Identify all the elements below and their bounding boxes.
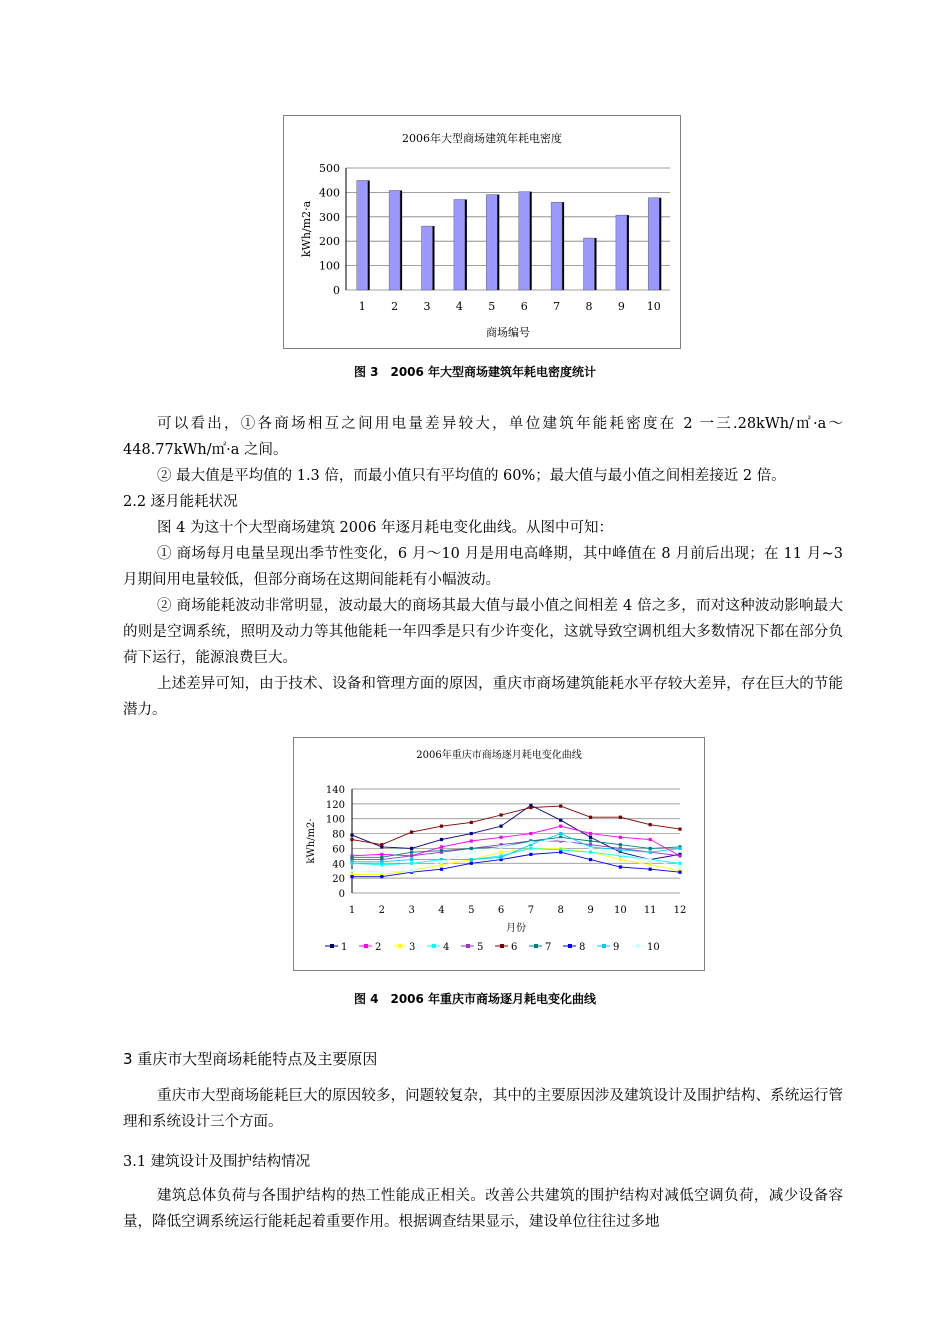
data-point (440, 825, 443, 828)
bar (357, 180, 368, 290)
data-point (470, 847, 473, 850)
x-tick-label: 4 (438, 905, 445, 916)
y-tick-label: 500 (319, 162, 340, 175)
paragraph-6: 上述差异可知，由于技术、设备和管理方面的原因，重庆市商场建筑能耗水平存较大差异，存在巨大的节能潜力。 (123, 676, 843, 718)
x-tick-label: 1 (348, 905, 356, 916)
data-point (559, 851, 562, 854)
data-point (619, 865, 622, 868)
x-tick-label: 1 (358, 300, 366, 313)
subheading-3-1: 3.1 建筑设计及围护结构情况 (123, 1154, 311, 1170)
data-point (589, 816, 592, 819)
data-point (380, 856, 383, 859)
data-point (529, 853, 532, 856)
legend-label: 1 (341, 942, 348, 953)
x-tick-label: 12 (673, 905, 687, 916)
figure3-chart (283, 115, 681, 349)
data-point (649, 868, 652, 871)
data-point (559, 804, 562, 807)
legend-label: 6 (511, 942, 518, 953)
data-point (589, 836, 592, 839)
y-tick-label: 100 (319, 259, 340, 273)
data-point (589, 858, 592, 861)
data-point (499, 825, 502, 828)
data-point (559, 819, 562, 822)
data-point (529, 841, 532, 844)
figure4-caption: 图 4 2006 年重庆市商场逐月耗电变化曲线 (353, 992, 597, 1006)
data-point (589, 832, 592, 835)
bar (389, 190, 400, 290)
legend-marker (500, 944, 504, 948)
x-tick-label: 10 (613, 905, 627, 916)
data-point (440, 849, 443, 852)
y-tick-label: 60 (332, 844, 345, 856)
data-point (559, 825, 562, 828)
data-point (380, 871, 383, 874)
bar (648, 198, 659, 290)
data-point (678, 862, 681, 865)
y-tick-label: 20 (332, 874, 345, 886)
bar (422, 226, 433, 290)
data-point (440, 838, 443, 841)
data-point (619, 836, 622, 839)
x-tick-label: 8 (585, 300, 593, 313)
data-point (410, 830, 413, 833)
paragraph-4: ① 商场每月电量呈现出季节性变化，6 月～10 月是用电高峰期，其中峰值在 8 月前后出现；在 11 月~3 月期间用电量较低，但部分商场在这期间能耗有小幅波动。 (123, 546, 843, 588)
paragraph-2: ② 最大值是平均值的 1.3 倍，而最小值只有平均值的 60%；最大值与最小值之间相差接近 2 倍。 (157, 468, 786, 484)
legend-label: 9 (613, 942, 620, 953)
data-point (649, 838, 652, 841)
section-3-paragraph-2: 建筑总体负荷与各围护结构的热工性能成正相关。改善公共建筑的围护结构对减低空调负荷，减少设备容量，降低空调系统运行能耗起着重要作用。根据调查结果显示，建设单位往往过多地 (123, 1188, 843, 1230)
chart-title: 2006年大型商场建筑年耗电密度 (402, 132, 562, 145)
data-point (678, 871, 681, 874)
legend-marker (364, 944, 368, 948)
x-tick-label: 4 (455, 300, 463, 313)
bar (616, 215, 627, 290)
data-point (499, 851, 502, 854)
data-point (529, 832, 532, 835)
data-point (470, 832, 473, 835)
x-tick-label: 3 (423, 300, 431, 313)
y-axis-title: kWh/m2·a (300, 200, 313, 258)
data-point (649, 858, 652, 861)
data-point (410, 869, 413, 872)
legend-marker (568, 944, 572, 948)
x-tick-label: 8 (557, 905, 564, 916)
x-axis-title: 月份 (506, 923, 526, 934)
y-tick-label: 40 (332, 859, 345, 871)
data-point (410, 854, 413, 857)
y-tick-label: 80 (332, 829, 345, 841)
data-point (470, 862, 473, 865)
section-3-paragraph-1: 重庆市大型商场能耗巨大的原因较多，问题较复杂，其中的主要原因涉及建筑设计及围护结构、系统运行管理和系统设计三个方面。 (123, 1088, 843, 1130)
data-point (350, 833, 353, 836)
x-tick-label: 11 (643, 905, 657, 916)
data-point (499, 836, 502, 839)
x-tick-label: 6 (520, 300, 528, 313)
legend-marker (432, 944, 436, 948)
figure3-caption: 图 3 2006 年大型商场建筑年耗电密度统计 (353, 365, 597, 379)
data-point (380, 853, 383, 856)
legend-marker (466, 944, 470, 948)
data-point (440, 845, 443, 848)
y-tick-label: 200 (319, 235, 340, 249)
data-point (350, 860, 353, 863)
legend-marker (636, 944, 640, 948)
bar (486, 195, 497, 290)
data-point (529, 806, 532, 809)
x-tick-label: 2 (391, 300, 399, 313)
legend-label: 4 (443, 942, 450, 953)
data-point (589, 851, 592, 854)
data-point (619, 853, 622, 856)
y-tick-label: 400 (319, 186, 340, 200)
x-tick-label: 5 (468, 905, 475, 916)
chart-title: 2006年重庆市商场逐月耗电变化曲线 (416, 750, 582, 761)
legend-label: 10 (647, 942, 660, 953)
x-tick-label: 3 (408, 905, 415, 916)
data-point (350, 838, 353, 841)
series-line-10 (352, 840, 680, 873)
y-tick-label: 0 (338, 889, 345, 900)
data-point (410, 862, 413, 865)
legend-marker (602, 944, 606, 948)
data-point (410, 851, 413, 854)
data-point (499, 845, 502, 848)
section-3-heading: 3 重庆市大型商场耗能特点及主要原因 (123, 1050, 378, 1068)
x-tick-label: 2 (378, 905, 386, 916)
data-point (350, 869, 353, 872)
y-tick-label: 100 (325, 814, 345, 826)
y-tick-label: 300 (319, 210, 340, 224)
data-point (529, 847, 532, 850)
legend-label: 8 (579, 942, 586, 953)
data-point (440, 863, 443, 866)
data-point (678, 854, 681, 857)
data-point (649, 823, 652, 826)
series-line-6 (352, 806, 680, 845)
y-axis-title: kWh/m2· (306, 818, 317, 864)
x-tick-label: 6 (497, 905, 505, 916)
data-point (380, 863, 383, 866)
legend-label: 5 (477, 942, 484, 953)
legend-label: 3 (409, 942, 416, 953)
x-tick-label: 7 (553, 300, 561, 313)
data-point (440, 860, 443, 863)
data-point (619, 848, 622, 851)
y-tick-label: 0 (333, 284, 340, 297)
data-point (499, 856, 502, 859)
paragraph-1: 可以看出，①各商场相互之间用电量差异较大，单位建筑年能耗密度在 2 一三.28kWh/㎡·a～448.77kWh/㎡·a 之间。 (123, 416, 843, 458)
paragraph-3: 图 4 为这十个大型商场建筑 2006 年逐月耗电变化曲线。从图中可知： (157, 520, 614, 536)
data-point (619, 816, 622, 819)
data-point (619, 858, 622, 861)
data-point (470, 858, 473, 861)
data-point (470, 839, 473, 842)
data-point (559, 832, 562, 835)
data-point (380, 860, 383, 863)
legend-marker (330, 944, 334, 948)
legend-marker (398, 944, 402, 948)
x-tick-label: 9 (617, 300, 625, 313)
subheading-2-2: 2.2 逐月能耗状况 (123, 494, 238, 510)
data-point (380, 843, 383, 846)
legend-label: 7 (545, 942, 552, 953)
figure4-chart (293, 737, 705, 971)
x-tick-label: 10 (646, 300, 661, 313)
data-point (649, 851, 652, 854)
data-point (410, 858, 413, 861)
paragraph-5: ② 商场能耗波动非常明显，波动最大的商场其最大值与最小值之间相差 4 倍之多，而对这种波动影响最大的则是空调系统，照明及动力等其他能耗一年四季是只有少许变化，这就导致空调机组大多数情况下都在部分负荷下运行，能源浪费巨大。 (123, 598, 843, 666)
y-tick-label: 140 (325, 785, 345, 796)
bar (519, 192, 530, 290)
data-point (350, 875, 353, 878)
data-point (470, 851, 473, 854)
data-point (499, 813, 502, 816)
text-block-1 (123, 411, 843, 723)
data-point (470, 821, 473, 824)
data-point (678, 865, 681, 868)
data-point (350, 856, 353, 859)
data-point (410, 847, 413, 850)
data-point (559, 838, 562, 841)
legend-label: 2 (375, 942, 382, 953)
x-tick-label: 7 (527, 905, 535, 916)
data-point (678, 847, 681, 850)
figure3-svg (284, 116, 680, 348)
legend-marker (534, 944, 538, 948)
x-tick-label: 9 (587, 905, 594, 916)
data-point (678, 828, 681, 831)
bar (454, 199, 465, 290)
figure4-svg (294, 738, 704, 970)
bar (584, 238, 595, 290)
data-point (589, 847, 592, 850)
data-point (380, 875, 383, 878)
data-point (440, 868, 443, 871)
x-tick-label: 5 (488, 300, 496, 313)
data-point (619, 843, 622, 846)
bar (551, 202, 562, 290)
y-tick-label: 120 (325, 799, 345, 811)
data-point (649, 847, 652, 850)
data-point (589, 839, 592, 842)
x-axis-title: 商场编号 (486, 326, 530, 339)
data-point (649, 863, 652, 866)
